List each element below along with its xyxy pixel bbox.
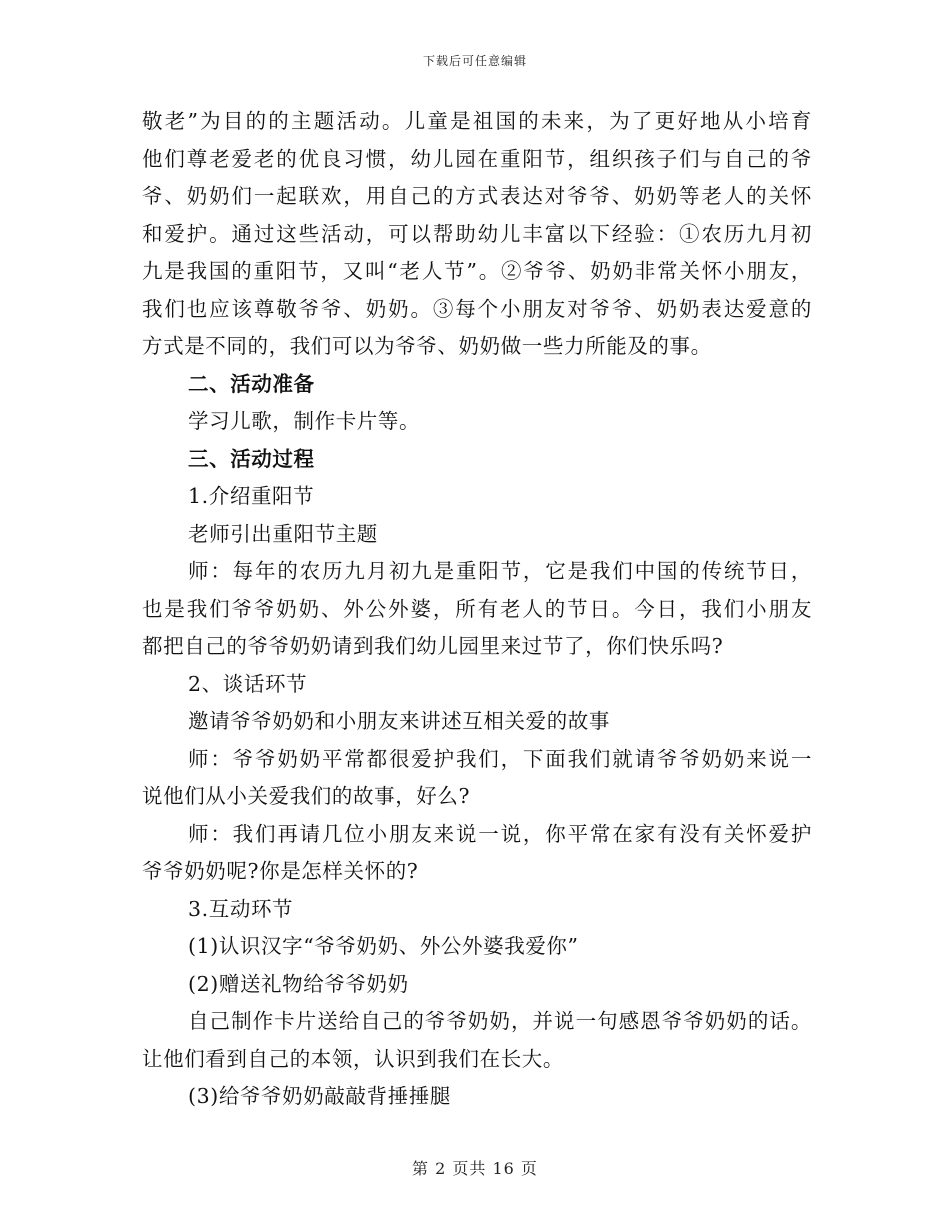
page-footer: 第 2 页共 16 页	[412, 1159, 538, 1178]
step2-body2-line-2: 爷爷奶奶呢?你是怎样关怀的?	[142, 859, 419, 883]
step2-body1-line-1: 师：爷爷奶奶平常都很爱护我们，下面我们就请爷爷奶奶来说一	[188, 746, 812, 771]
document-body	[142, 103, 812, 1116]
preparation-text: 学习儿歌，制作卡片等。	[188, 409, 421, 433]
intro-line-4: 和爱护。通过这些活动，可以帮助幼儿丰富以下经验：①农历九月初	[142, 221, 812, 246]
step3-title: 3.互动环节	[188, 896, 294, 921]
intro-line-3: 爷、奶奶们一起联欢，用自己的方式表达对爷爷、奶奶等老人的关怀	[142, 184, 812, 208]
intro-line-7: 方式是不同的，我们可以为爷爷、奶奶做一些力所能及的事。	[142, 334, 712, 358]
step1-subtitle: 老师引出重阳节主题	[188, 521, 378, 546]
step3-item-2: (2)赠送礼物给爷爷奶奶	[188, 971, 409, 996]
step2-body2-line-1: 师：我们再请几位小朋友来说一说，你平常在家有没有关怀爱护	[188, 821, 812, 846]
step1-body-line-3: 都把自己的爷爷奶奶请到我们幼儿园里来过节了，你们快乐吗?	[142, 634, 724, 658]
section-heading-preparation: 二、活动准备	[188, 371, 315, 396]
step3-body-line-1: 自己制作卡片送给自己的爷爷奶奶，并说一句感恩爷爷奶奶的话。	[188, 1009, 812, 1033]
step1-body-line-1: 师：每年的农历九月初九是重阳节，它是我们中国的传统节日，	[188, 559, 812, 583]
step1-title: 1.介绍重阳节	[188, 484, 315, 508]
step2-title: 2、谈话环节	[188, 671, 308, 696]
step3-item-1: (1)认识汉字“爷爷奶奶、外公外婆我爱你”	[188, 934, 579, 958]
section-heading-process: 三、活动过程	[188, 446, 315, 471]
intro-line-1: 敬老”为目的的主题活动。儿童是祖国的未来，为了更好地从小培育	[142, 109, 812, 133]
page-header: 下载后可任意编辑	[422, 54, 527, 68]
intro-line-6: 我们也应该尊敬爷爷、奶奶。③每个小朋友对爷爷、奶奶表达爱意的	[142, 296, 812, 321]
intro-line-5: 九是我国的重阳节，又叫“老人节”。②爷爷、奶奶非常关怀小朋友，	[142, 259, 812, 283]
step3-item-3: (3)给爷爷奶奶敲敲背捶捶腿	[188, 1084, 451, 1108]
step2-subtitle: 邀请爷爷奶奶和小朋友来讲述互相关爱的故事	[188, 709, 610, 733]
step2-body1-line-2: 说他们从小关爱我们的故事，好么?	[142, 784, 471, 808]
step1-body-line-2: 也是我们爷爷奶奶、外公外婆，所有老人的节日。今日，我们小朋友	[142, 596, 812, 621]
step3-body-line-2: 让他们看到自己的本领，认识到我们在长大。	[142, 1046, 564, 1071]
intro-line-2: 他们尊老爱老的优良习惯，幼儿园在重阳节，组织孩子们与自己的爷	[142, 146, 812, 171]
